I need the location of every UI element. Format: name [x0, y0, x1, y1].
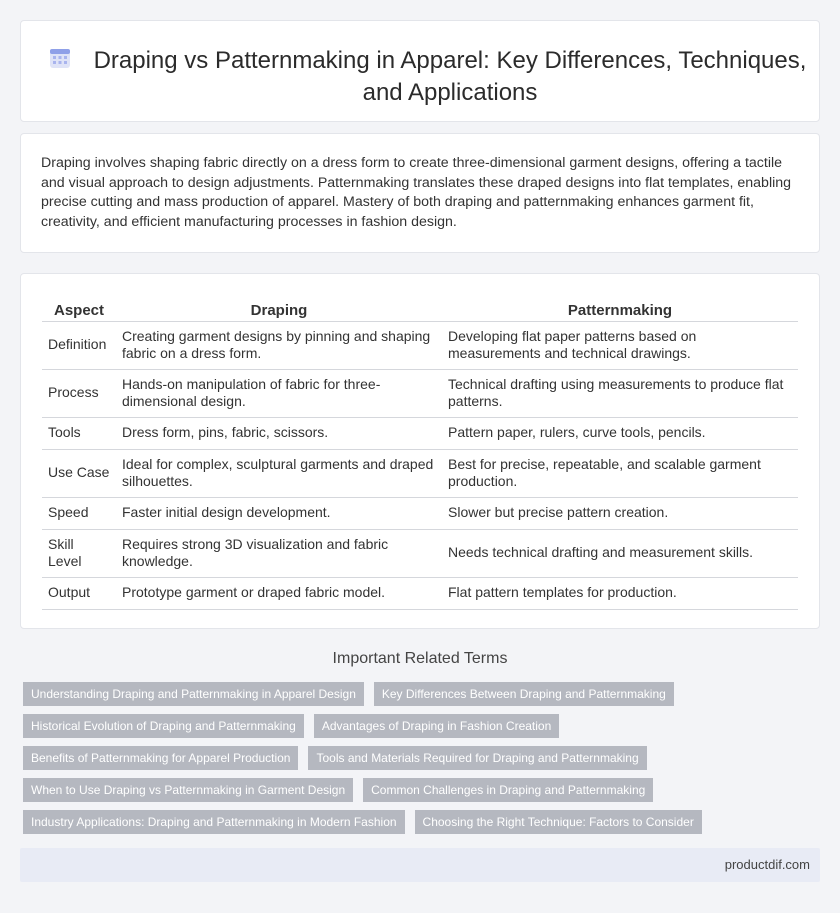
header-patternmaking: Patternmaking: [442, 294, 798, 321]
related-term-tag[interactable]: Common Challenges in Draping and Patternmaking: [363, 778, 653, 802]
related-term-tag[interactable]: Historical Evolution of Draping and Patternmaking: [23, 714, 304, 738]
calendar-grid-icon: [49, 47, 71, 69]
patternmaking-cell: Best for precise, repeatable, and scalable garment production.: [442, 449, 798, 497]
table-row: [42, 577, 798, 609]
table-row: [42, 369, 798, 417]
aspect-cell: Speed: [42, 497, 116, 529]
related-term-tag[interactable]: Tools and Materials Required for Draping and Patternmaking: [308, 746, 646, 770]
aspect-cell: Skill Level: [42, 529, 116, 577]
patternmaking-cell: Developing flat paper patterns based on measurements and technical drawings.: [442, 321, 798, 369]
related-term-tag[interactable]: Choosing the Right Technique: Factors to Consider: [415, 810, 702, 834]
aspect-cell: Definition: [42, 321, 116, 369]
related-term-tag[interactable]: Key Differences Between Draping and Patternmaking: [374, 682, 674, 706]
patternmaking-cell: Flat pattern templates for production.: [442, 577, 798, 609]
related-terms-list: [23, 682, 823, 842]
footer-site-link[interactable]: productdif.com: [724, 857, 810, 872]
aspect-cell: Output: [42, 577, 116, 609]
page-title: Draping vs Patternmaking in Apparel: Key Differences, Techniques, and Applications: [93, 47, 807, 106]
draping-cell: Creating garment designs by pinning and shaping fabric on a dress form.: [116, 321, 442, 369]
table-row: [42, 449, 798, 497]
aspect-cell: Process: [42, 369, 116, 417]
related-terms-heading: Important Related Terms: [332, 650, 508, 667]
header-aspect: Aspect: [42, 294, 116, 321]
draping-cell: Ideal for complex, sculptural garments and draped silhouettes.: [116, 449, 442, 497]
patternmaking-cell: Pattern paper, rulers, curve tools, pencils.: [442, 417, 798, 449]
patternmaking-cell: Slower but precise pattern creation.: [442, 497, 798, 529]
draping-cell: Dress form, pins, fabric, scissors.: [116, 417, 442, 449]
comparison-table: [42, 294, 798, 610]
table-row: [42, 529, 798, 577]
related-term-tag[interactable]: Industry Applications: Draping and Patternmaking in Modern Fashion: [23, 810, 405, 834]
aspect-cell: Use Case: [42, 449, 116, 497]
intro-card: [20, 133, 820, 253]
table-row: [42, 417, 798, 449]
related-term-tag[interactable]: When to Use Draping vs Patternmaking in Garment Design: [23, 778, 353, 802]
table-header-row: [42, 294, 798, 321]
intro-paragraph: Draping involves shaping fabric directly on a dress form to create three-dimensional garment designs, offering a tactile and visual approach to design adjustments. Patternmaking translates these draped designs into flat templates, enabling precise cutting and mass production of apparel. Mastery of both draping and patternmaking enhances garment fit, creativity, and efficient manufacturing processes in fashion design.: [41, 155, 792, 230]
related-term-tag[interactable]: Benefits of Patternmaking for Apparel Production: [23, 746, 298, 770]
header-draping: Draping: [116, 294, 442, 321]
draping-cell: Faster initial design development.: [116, 497, 442, 529]
related-term-tag[interactable]: Understanding Draping and Patternmaking in Apparel Design: [23, 682, 364, 706]
comparison-table-card: [20, 273, 820, 629]
footer-bar: [20, 848, 820, 882]
draping-cell: Prototype garment or draped fabric model.: [116, 577, 442, 609]
table-row: [42, 321, 798, 369]
table-row: [42, 497, 798, 529]
patternmaking-cell: Needs technical drafting and measurement skills.: [442, 529, 798, 577]
related-term-tag[interactable]: Advantages of Draping in Fashion Creation: [314, 714, 559, 738]
aspect-cell: Tools: [42, 417, 116, 449]
patternmaking-cell: Technical drafting using measurements to produce flat patterns.: [442, 369, 798, 417]
title-card: [20, 20, 820, 122]
draping-cell: Hands-on manipulation of fabric for three-dimensional design.: [116, 369, 442, 417]
draping-cell: Requires strong 3D visualization and fabric knowledge.: [116, 529, 442, 577]
